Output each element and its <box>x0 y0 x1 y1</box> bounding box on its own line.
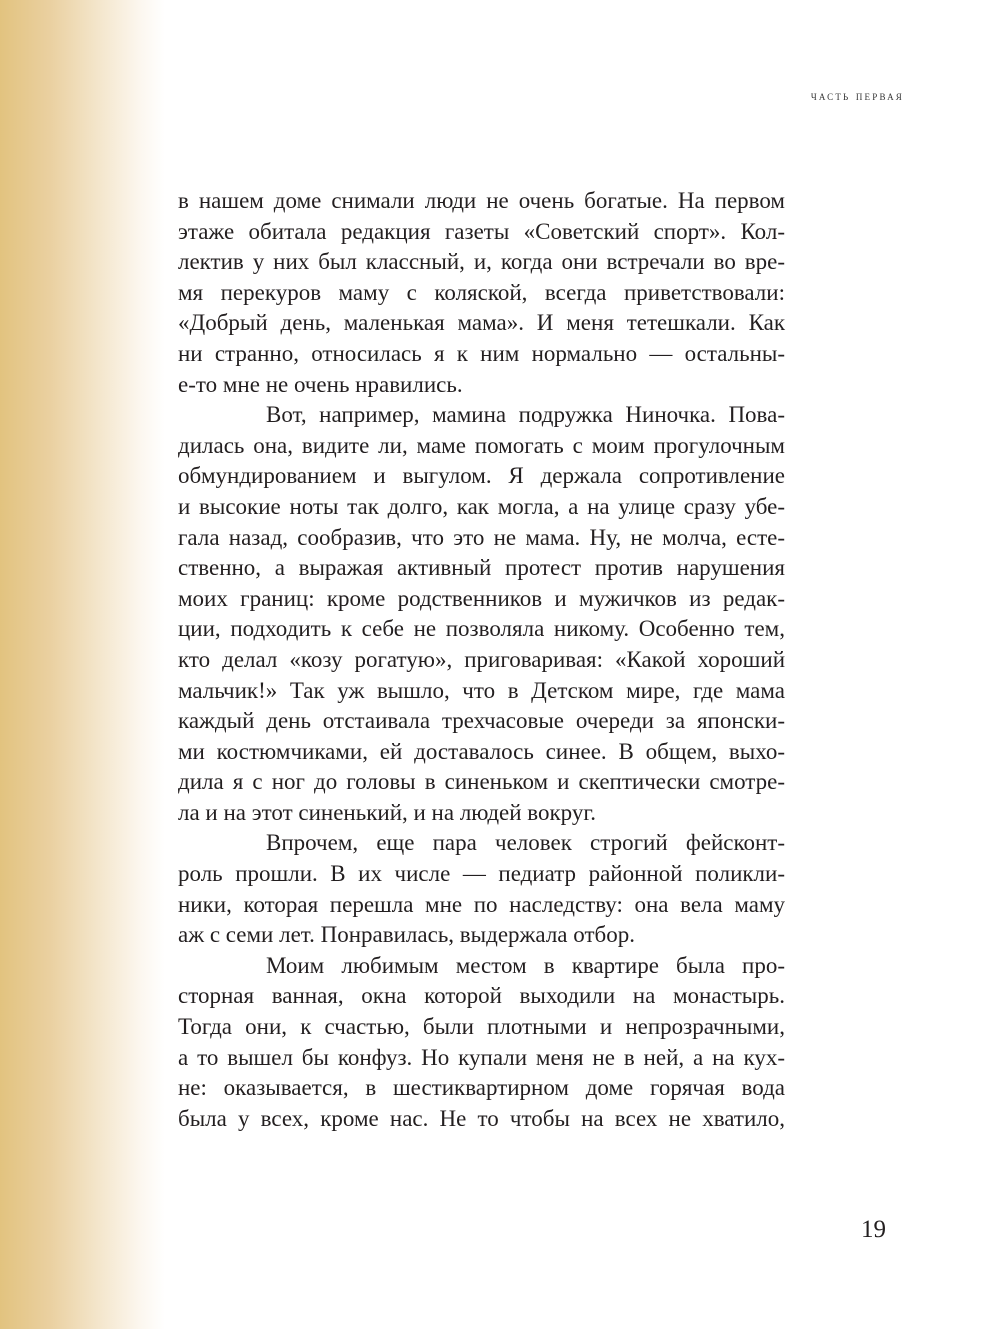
text-line: каждый день отстаивала трехчасовые очереди за японски- <box>178 708 785 734</box>
text-line: дила я с ног до головы в синеньком и скептически смотре- <box>178 769 785 795</box>
page-edge-gradient <box>0 0 165 1329</box>
text-line: была у всех, кроме нас. Не то чтобы на всех не хватило, <box>178 1105 785 1131</box>
text-line: роль прошли. В их числе — педиатр районной поликли- <box>178 861 785 887</box>
text-line: мя перекуров маму с коляской, всегда приветствовали: <box>178 279 785 305</box>
text-line: этаже обитала редакция газеты «Советский спорт». Кол- <box>178 218 785 244</box>
text-line: Впрочем, еще пара человек строгий фейсконт- <box>266 830 785 856</box>
paragraph <box>178 400 785 828</box>
text-line: ции, подходить к себе не позволяла никому. Особенно тем, <box>178 616 785 642</box>
text-line: гала назад, сообразив, что это не мама. Ну, не молча, есте- <box>178 524 785 550</box>
text-line: ла и на этот синенький, и на людей вокруг. <box>178 799 596 825</box>
text-line: моих границ: кроме родственников и мужичков из редак- <box>178 585 785 611</box>
text-line: не: оказывается, в шестиквартирном доме горячая вода <box>178 1075 785 1101</box>
paragraph <box>178 951 785 1135</box>
text-line: а то вышел бы конфуз. Но купали меня не в ней, а на кух- <box>178 1044 785 1070</box>
running-head: часть первая <box>810 88 904 103</box>
text-line: обмундированием и выгулом. Я держала сопротивление <box>178 463 785 489</box>
text-line: и высокие ноты так долго, как могла, а на улице сразу убе- <box>178 493 785 519</box>
text-line: ни странно, относилась я к ним нормально — остальны- <box>178 340 785 366</box>
text-line: дилась она, видите ли, маме помогать с моим прогулочным <box>178 432 785 458</box>
text-line: кто делал «козу рогатую», приговаривая: «Какой хороший <box>178 646 785 672</box>
text-line: сторная ванная, окна которой выходили на монастырь. <box>178 983 785 1009</box>
text-line: «Добрый день, маленькая мама». И меня тетешкали. Как <box>178 310 785 336</box>
text-line: Тогда они, к счастью, были плотными и непрозрачными, <box>178 1014 785 1040</box>
text-line: ственно, а выражая активный протест против нарушения <box>178 555 785 581</box>
text-line: мальчик!» Так уж вышло, что в Детском мире, где мама <box>178 677 785 703</box>
text-line: ми костюмчиками, ей доставалось синее. В общем, выхо- <box>178 738 785 764</box>
page-number: 19 <box>861 1216 886 1243</box>
paragraph <box>178 828 785 950</box>
text-line: Моим любимым местом в квартире была про- <box>266 952 785 978</box>
body-text <box>178 186 785 1134</box>
text-line: Вот, например, мамина подружка Ниночка. Пова- <box>266 402 785 428</box>
text-line: в нашем доме снимали люди не очень богатые. На первом <box>178 188 785 213</box>
text-line: ники, которая перешла мне по наследству: она вела маму <box>178 891 785 917</box>
paragraph <box>178 186 785 400</box>
text-line: е-то мне не очень нравились. <box>178 371 463 397</box>
text-line: лектив у них был классный, и, когда они встречали во вре- <box>178 249 785 275</box>
text-line: аж с семи лет. Понравилась, выдержала отбор. <box>178 922 635 948</box>
